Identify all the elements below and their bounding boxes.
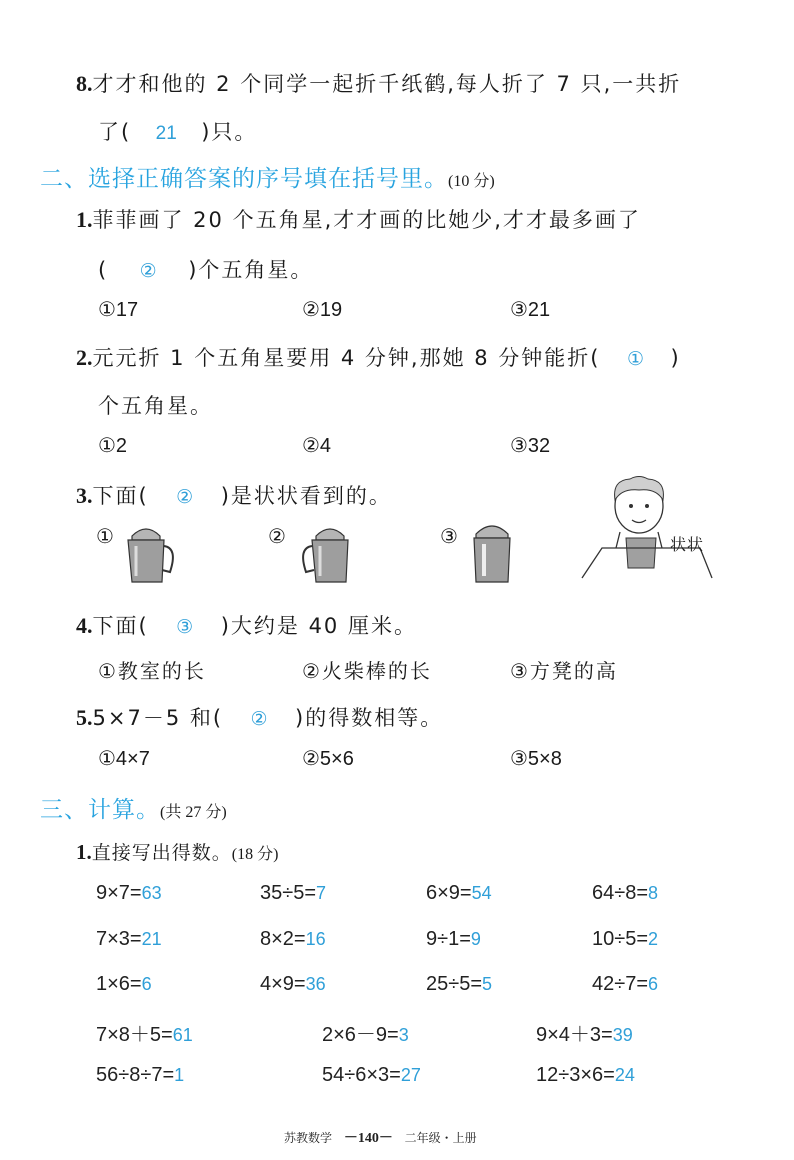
calc-result: 39: [612, 1025, 633, 1045]
s2q4-text: 下面(: [92, 614, 149, 638]
calc-item: [592, 928, 658, 951]
calc-expression: 64÷8=: [592, 882, 649, 904]
s2q1-line2: [98, 254, 313, 284]
s2q2-paren-close: ): [670, 346, 681, 370]
s2q5-number: 5.: [76, 705, 93, 730]
calc-item: [426, 882, 492, 905]
calc-item: [96, 1064, 184, 1087]
calc-expression: 7×8＋5=: [96, 1024, 173, 1046]
section3-heading: [40, 791, 227, 824]
child-name-label: 状状: [670, 535, 705, 554]
calc-expression: 12÷3×6=: [536, 1064, 615, 1086]
s2q1-line1: [76, 204, 641, 234]
footer-grade: 二年级・上册: [404, 1131, 477, 1145]
calc-expression: 9×4＋3=: [536, 1024, 613, 1046]
s2q5-answer: ②: [250, 709, 268, 730]
pitcher-image-3: [468, 520, 518, 586]
s2q1-text: 菲菲画了 20 个五角星,才才画的比她少,才才最多画了: [92, 208, 641, 232]
s2q4-option-2: ②火柴棒的长: [302, 659, 432, 683]
s2q3-text: 下面(: [92, 484, 149, 508]
s2q5-option-3: ③5×8: [510, 748, 562, 770]
s3q1-points: (18 分): [231, 846, 279, 863]
calc-result: 6: [648, 974, 659, 994]
q8-answer: 21: [155, 123, 177, 144]
q8-text: 才才和他的 2 个同学一起折千纸鹤,每人折了 7 只,一共折: [92, 72, 682, 96]
s2q4-text-end: )大约是 40 厘米。: [220, 614, 417, 638]
calc-expression: 10÷5=: [592, 928, 649, 950]
s2q5-line: [76, 702, 443, 732]
calc-item: [260, 882, 326, 905]
s2q4-option-3: ③方凳的高: [510, 659, 618, 683]
calc-result: 16: [305, 929, 326, 949]
s2q3-text-end: )是状状看到的。: [220, 484, 392, 508]
s2q3-option-mark-1: ①: [96, 526, 114, 548]
calc-expression: 9×7=: [96, 882, 142, 904]
calc-result: 27: [400, 1065, 421, 1085]
s2q2-answer: ①: [626, 349, 645, 370]
calc-expression: 35÷5=: [260, 882, 317, 904]
s2q2-text: 元元折 1 个五角星要用 4 分钟,那她 8 分钟能折(: [92, 346, 601, 370]
q8-paren-close: )只。: [201, 120, 258, 144]
s2q1-option-1: ①17: [98, 299, 139, 321]
calc-result: 36: [305, 974, 326, 994]
s2q5-text-end: )的得数相等。: [295, 706, 444, 730]
calc-result: 3: [398, 1025, 409, 1045]
calc-result: 1: [174, 1065, 185, 1085]
calc-expression: 56÷8÷7=: [96, 1064, 175, 1086]
s2q3-number: 3.: [76, 483, 93, 508]
calc-expression: 25÷5=: [426, 973, 483, 995]
s2q4-answer: ③: [176, 617, 194, 638]
calc-item: [96, 973, 152, 996]
calc-expression: 42÷7=: [592, 973, 649, 995]
calc-expression: 9÷1=: [426, 928, 471, 950]
page-footer: [284, 1127, 477, 1147]
s2q1-answer: ②: [139, 261, 157, 282]
s2q2-line1: [76, 342, 681, 372]
calc-result: 9: [470, 929, 481, 949]
calc-expression: 1×6=: [96, 973, 142, 995]
calc-result: 8: [648, 883, 659, 903]
s3q1-title: 直接写出得数。: [91, 842, 232, 864]
calc-result: 24: [614, 1065, 635, 1085]
s2q5-text: 5×7－5 和(: [92, 706, 224, 730]
calc-item: [96, 882, 162, 905]
calc-item: [536, 1064, 635, 1087]
pitcher-image-2: [296, 524, 356, 586]
page-number: －140－: [343, 1131, 393, 1146]
s2q4-number: 4.: [76, 613, 93, 638]
calc-expression: 54÷6×3=: [322, 1064, 401, 1086]
calc-expression: 8×2=: [260, 928, 306, 950]
calc-item: [260, 973, 326, 996]
calc-item: [322, 1018, 409, 1047]
s2q3-option-mark-2: ②: [268, 526, 286, 548]
s2q3-answer: ②: [176, 487, 194, 508]
calc-expression: 4×9=: [260, 973, 306, 995]
calc-result: 63: [141, 883, 162, 903]
s2q1-option-2: ②19: [302, 299, 343, 321]
calc-result: 2: [648, 929, 659, 949]
s2q2-option-1: ①2: [98, 435, 128, 457]
s2q4-option-1: ①教室的长: [98, 659, 206, 683]
calc-result: 5: [482, 974, 493, 994]
s2q3-line: [76, 480, 392, 510]
s2q2-option-3: ③32: [510, 435, 551, 457]
calc-item: [96, 928, 162, 951]
s2q3-option-mark-3: ③: [440, 526, 458, 548]
q8-line1: [76, 68, 681, 98]
s2q5-option-1: ①4×7: [98, 748, 150, 770]
section3-title: 三、计算。: [40, 797, 160, 823]
calc-result: 7: [316, 883, 327, 903]
s2q2-option-2: ②4: [302, 435, 332, 457]
s2q1-paren-open: (: [98, 258, 109, 282]
section2-heading: [40, 160, 495, 193]
calc-item: [536, 1018, 633, 1047]
child-at-table-image: [582, 476, 714, 582]
section2-title: 二、选择正确答案的序号填在括号里。: [40, 166, 448, 192]
calc-result: 61: [172, 1025, 193, 1045]
section3-points: (共 27 分): [160, 804, 227, 821]
calc-expression: 6×9=: [426, 882, 472, 904]
pitcher-image-1: [124, 524, 184, 586]
s2q1-option-3: ③21: [510, 299, 551, 321]
q8-paren-open: 了(: [98, 120, 132, 144]
section2-points: (10 分): [448, 173, 495, 190]
calc-result: 54: [471, 883, 492, 903]
calc-item: [592, 882, 658, 905]
calc-item: [426, 928, 481, 951]
s2q1-paren-close: )个五角星。: [188, 258, 314, 282]
s2q2-number: 2.: [76, 345, 93, 370]
s2q2-line2: 个五角星。: [98, 394, 213, 418]
q8-line2: [98, 116, 257, 146]
calc-item: [96, 1018, 193, 1047]
q8-number: 8.: [76, 71, 93, 96]
s2q5-option-2: ②5×6: [302, 748, 354, 770]
s2q1-number: 1.: [76, 207, 93, 232]
calc-result: 21: [141, 929, 162, 949]
s2q4-line: [76, 610, 417, 640]
calc-item: [426, 973, 492, 996]
s3q1-heading: [76, 838, 278, 865]
calc-item: [260, 928, 326, 951]
footer-book-title: 苏教数学: [284, 1131, 333, 1145]
calc-item: [592, 973, 658, 996]
s3q1-number: 1.: [76, 840, 92, 864]
calc-expression: 2×6－9=: [322, 1024, 399, 1046]
calc-expression: 7×3=: [96, 928, 142, 950]
calc-result: 6: [141, 974, 152, 994]
calc-item: [322, 1064, 421, 1087]
